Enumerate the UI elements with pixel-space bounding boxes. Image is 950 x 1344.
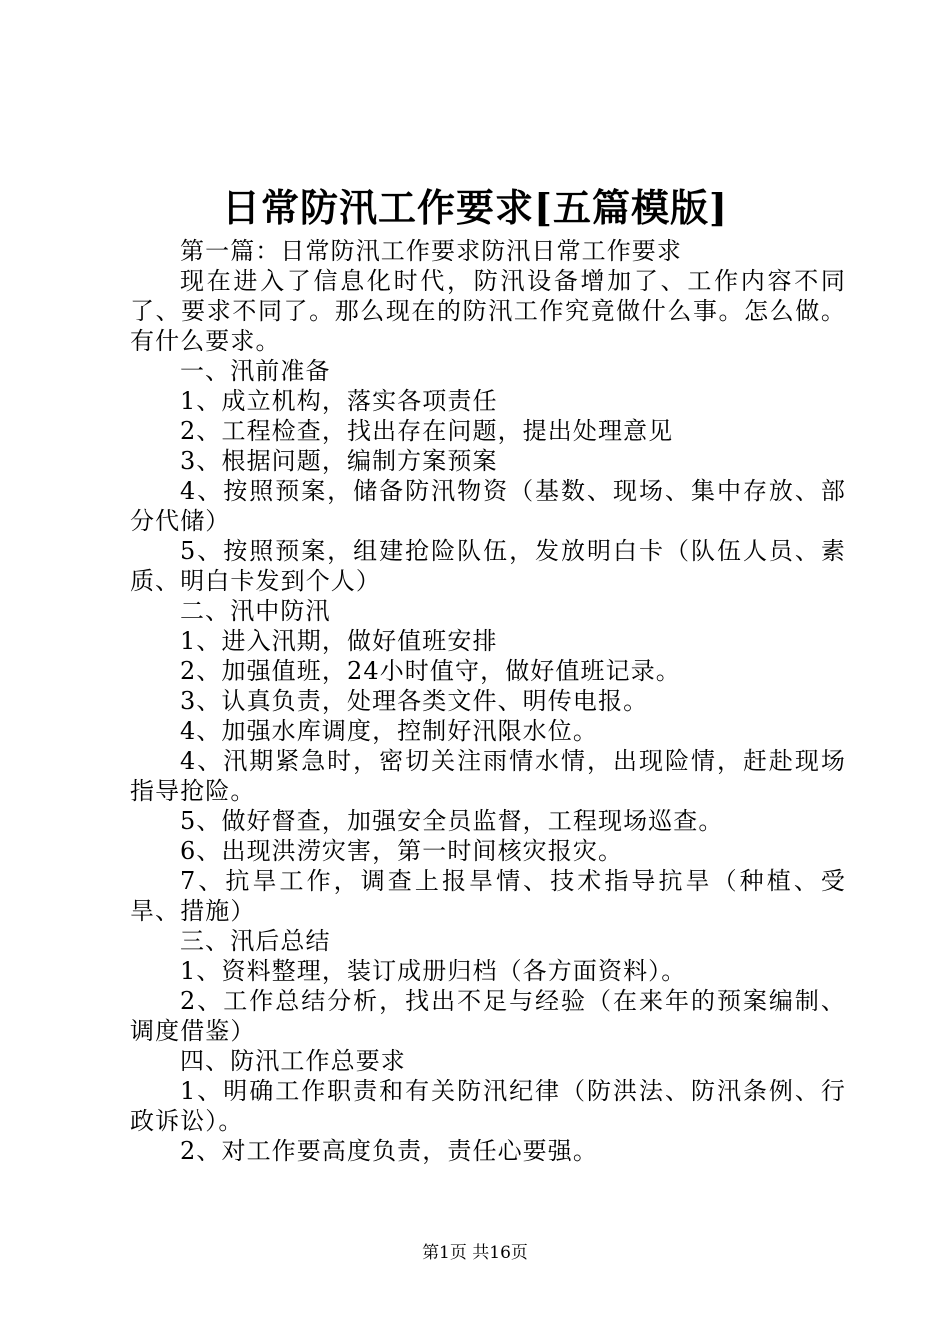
- paragraph: 第一篇：日常防汛工作要求防汛日常工作要求: [180, 237, 682, 265]
- list-item: 4、按照预案，储备防汛物资（基数、现场、集中存放、部分代储）: [130, 477, 846, 535]
- list-item: 6、出现洪涝灾害，第一时间核灾报灾。: [180, 837, 624, 865]
- section-heading: 三、汛后总结: [180, 927, 331, 955]
- document-title: 日常防汛工作要求[五篇模版]: [222, 185, 728, 230]
- list-item: 1、资料整理，装订成册归档（各方面资料）。: [180, 957, 687, 985]
- list-item: 4、汛期紧急时，密切关注雨情水情，出现险情，赶赴现场指导抢险。: [130, 747, 846, 805]
- document-body: [130, 236, 846, 1166]
- list-item: 1、明确工作职责和有关防汛纪律（防洪法、防汛条例、行政诉讼）。: [130, 1077, 846, 1135]
- section-heading: 二、汛中防汛: [180, 597, 331, 625]
- list-item: 2、对工作要高度负责，责任心要强。: [180, 1137, 598, 1165]
- section-heading: 四、防汛工作总要求: [180, 1047, 406, 1075]
- list-item: 5、做好督查，加强安全员监督，工程现场巡查。: [180, 807, 724, 835]
- list-item: 5、按照预案，组建抢险队伍，发放明白卡（队伍人员、素质、明白卡发到个人）: [130, 537, 846, 595]
- paragraph: 现在进入了信息化时代，防汛设备增加了、工作内容不同了、要求不同了。那么现在的防汛工作究竟做什么事。怎么做。有什么要求。: [130, 267, 846, 355]
- list-item: 3、根据问题，编制方案预案: [180, 447, 498, 475]
- page-footer: 第1页 共16页: [422, 1243, 528, 1263]
- list-item: 1、成立机构，落实各项责任: [180, 387, 498, 415]
- list-item: 2、工程检查，找出存在问题，提出处理意见: [180, 417, 674, 445]
- list-item: 4、加强水库调度，控制好汛限水位。: [180, 717, 598, 745]
- list-item: 3、认真负责，处理各类文件、明传电报。: [180, 687, 649, 715]
- list-item: 1、进入汛期，做好值班安排: [180, 627, 498, 655]
- section-heading: 一、汛前准备: [180, 357, 331, 385]
- list-item: 2、加强值班，24小时值守，做好值班记录。: [180, 657, 681, 685]
- list-item: 7、抗旱工作，调查上报旱情、技术指导抗旱（种植、受旱、措施）: [130, 867, 846, 925]
- list-item: 2、工作总结分析，找出不足与经验（在来年的预案编制、调度借鉴）: [130, 987, 846, 1045]
